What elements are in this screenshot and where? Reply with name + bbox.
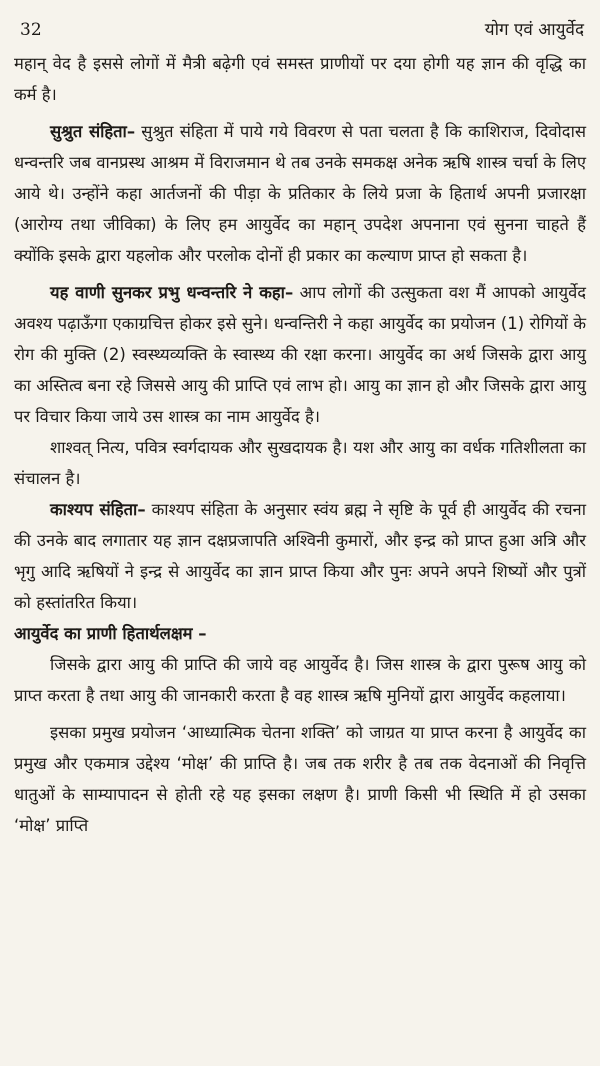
running-head <box>14 20 586 40</box>
body-text <box>14 48 586 841</box>
paragraph-dhanvantari: यह वाणी सुनकर प्रभु धन्वन्तरि ने कहा– आप लोगों की उत्सुकता वश मैं आपको आयुर्वेद अवश्य पढ़ाऊँगा एकाग्रचित्त होकर इसे सुने। धन्वन्तिरी ने कहा आयुर्वेद का प्रयोजन (1) रोगियों के रोग की मुक्ति (2) स्वस्थ्यव्यक्ति के स्वास्थ्य की रक्षा करना। आयुर्वेद का अर्थ जिसके द्वारा आयु का अस्तित्व बना रहे जिससे आयु की प्राप्ति एवं लाभ हो। आयु का ज्ञान हो और जिसके द्वारा आयु पर विचार किया जाये उस शास्त्र का नाम आयुर्वेद है। <box>14 283 587 426</box>
inline-heading-sushruta: सुश्रुत संहिता– <box>50 122 136 141</box>
paragraph-purpose: इसका प्रमुख प्रयोजन ‘आध्यात्मिक चेतना शक्ति’ को जाग्रत या प्राप्त करना है आयुर्वेद का प्रमुख और एकमात्र उद्देश्य ‘मोक्ष’ की प्राप्ति है। जब तक शरीर है तब तक वेदनाओं की निवृत्ति धातुओं के साम्यापादन से होती रहे यह इसका लक्षण है। प्राणी किसी भी स्थिति में हो उसका ‘मोक्ष’ प्राप्ति <box>14 723 586 835</box>
paragraph-shashvat: शाश्वत् नित्य, पवित्र स्वर्गदायक और सुखदायक है। यश और आयु का वर्धक गतिशीलता का संचालन है। <box>14 438 586 488</box>
paragraph-1: महान् वेद है इससे लोगों में मैत्री बढ़ेगी एवं समस्त प्राणीयों पर दया होगी यह ज्ञान की वृद्धि का कर्म है। <box>14 54 586 104</box>
paragraph-kashyapa: काश्यप संहिता– काश्यप संहिता के अनुसार स्वंय ब्रह्म ने सृष्टि के पूर्व ही आयुर्वेद की रचना की उनके बाद लगातार यह ज्ञान दक्षप्रजापति अश्विनी कुमारों, और इन्द्र को प्राप्त हुआ अत्रि और भृगु आदि ऋषियों ने इन्द्र से आयुर्वेद का ज्ञान प्राप्त किया और पुनः अपने अपने शिष्यों और पुत्रों को हस्तांतरित किया। <box>14 500 586 612</box>
paragraph-sushruta: सुश्रुत संहिता– सुश्रुत संहिता में पाये गये विवरण से पता चलता है कि काशिराज, दिवोदास धन्वन्तरि जब वानप्रस्थ आश्रम में विराजमान थे तब उनके समकक्ष अनेक ऋषि शास्त्र चर्चा के लिए आये थे। उन्होंने कहा आर्तजनों की पीड़ा के प्रतिकार के लिये प्रजा के हितार्थ अपनी प्रजारक्षा (आरोग्य तथा जीविका) के लिए हम आयुर्वेद का महान् उपदेश अपनाना एवं सुनना चाहते हैं क्योंकि इसके द्वारा यहलोक और परलोक दोनों ही प्रकार का कल्याण प्राप्त हो सकता है। <box>14 122 586 265</box>
inline-heading-dhanvantari: यह वाणी सुनकर प्रभु धन्वन्तरि ने कहा– <box>50 283 294 302</box>
page-number: 32 <box>20 20 42 40</box>
section-heading: आयुर्वेद का प्राणी हितार्थलक्षम – <box>14 624 207 643</box>
running-title: योग एवं आयुर्वेद <box>484 20 584 40</box>
inline-heading-kashyapa: काश्यप संहिता– <box>50 500 146 519</box>
paragraph-definition: जिसके द्वारा आयु की प्राप्ति की जाये वह आयुर्वेद है। जिस शास्त्र के द्वारा पुरूष आयु को प्राप्त करता है तथा आयु की जानकारी करता है वह शास्त्र ऋषि मुनियों द्वारा आयुर्वेद कहलाया। <box>14 655 586 705</box>
